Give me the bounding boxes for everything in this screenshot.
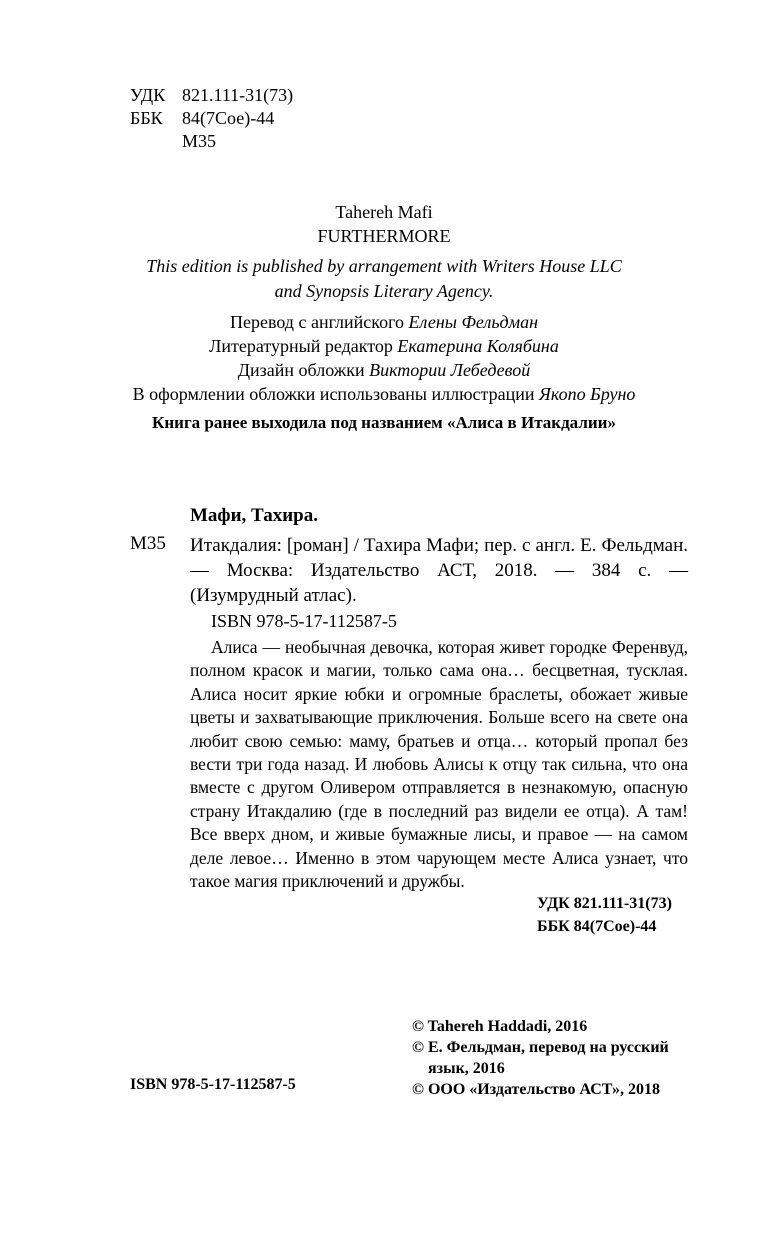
catalog-description: Итакдалия: [роман] / Тахира Мафи; пер. с англ. Е. Фельдман. — Москва: Издательство АСТ, 2018. — 384 с. — (Изумрудный атлас). (190, 535, 688, 606)
udk-value: 821.111-31(73) (182, 85, 294, 105)
credits-block (0, 310, 768, 406)
catalog-isbn: ISBN 978-5-17-112587-5 (211, 611, 397, 631)
annotation-text: Алиса — необычная девочка, которая живет городке Ференвуд, полном красок и магии, только сама она… бесцветная, тусклая. Алиса носит яркие юбки и огромные браслеты, обожает живые цветы и захватывающие приключения. Больше всего на свете она любит свою семью: маму, братьев и отца… который пропал без вести три года назад. И любовь Алисы к отцу так сильна, что она вместе с другом Оливером отправляется в незнакомую, опасную страну Итакдалию (где в последний раз видели ее отца). А там! Все вверх дном, и живые бумажные лисы, и правое — на самом деле левое… Именно в этом чарующем месте Алиса узнает, что такое магия приключений и дружбы. (190, 637, 688, 892)
author-mark: М35 (182, 131, 217, 151)
bbk-label: ББК (130, 108, 163, 128)
author-mark-row (130, 130, 293, 153)
catalog-udk: УДК 821.111-31(73) (537, 895, 672, 912)
catalog-code: М35 (130, 533, 166, 554)
catalog-bbk: ББК 84(7Сое)-44 (537, 918, 657, 935)
udk-label: УДК (130, 85, 166, 105)
editor-credit: Литературный редактор Екатерина Колябина (209, 336, 559, 356)
previous-title-note: Книга ранее выходила под названием «Алиса в Итакдалии» (152, 413, 616, 432)
copyright-author: © Tahereh Haddadi, 2016 (412, 1018, 588, 1035)
udk-row (130, 84, 293, 107)
illustration-credit: В оформлении обложки использованы иллюстрации Якопо Бруно (132, 384, 636, 404)
copyright-block (412, 1016, 702, 1100)
original-edition (0, 200, 768, 248)
edition-note (0, 254, 768, 304)
bbk-value: 84(7Сое)-44 (182, 108, 275, 128)
translation-credit: Перевод с английского Елены Фельдман (229, 312, 539, 332)
catalog-heading: Мафи, Тахира. (190, 505, 318, 526)
translator-name: Елены Фельдман (408, 312, 539, 332)
classification-block (130, 84, 293, 153)
editor-name: Екатерина Колябина (397, 336, 559, 356)
edition-line-1: This edition is published by arrangement with Writers House LLC (146, 256, 622, 276)
original-title: FURTHERMORE (317, 226, 451, 246)
bbk-row (130, 107, 293, 130)
design-credit: Дизайн обложки Виктории Лебедевой (237, 360, 531, 380)
copyright-publisher: © ООО «Издательство АСТ», 2018 (412, 1081, 661, 1098)
copyright-translation: © Е. Фельдман, перевод на русский язык, 2016 (412, 1039, 669, 1077)
edition-line-2: and Synopsis Literary Agency. (274, 281, 494, 301)
designer-name: Виктории Лебедевой (369, 360, 531, 380)
catalog-classification (537, 892, 672, 938)
illustrator-name: Якопо Бруно (539, 384, 636, 404)
footer-isbn: ISBN 978-5-17-112587-5 (130, 1076, 296, 1093)
original-author: Tahereh Mafi (335, 202, 433, 222)
